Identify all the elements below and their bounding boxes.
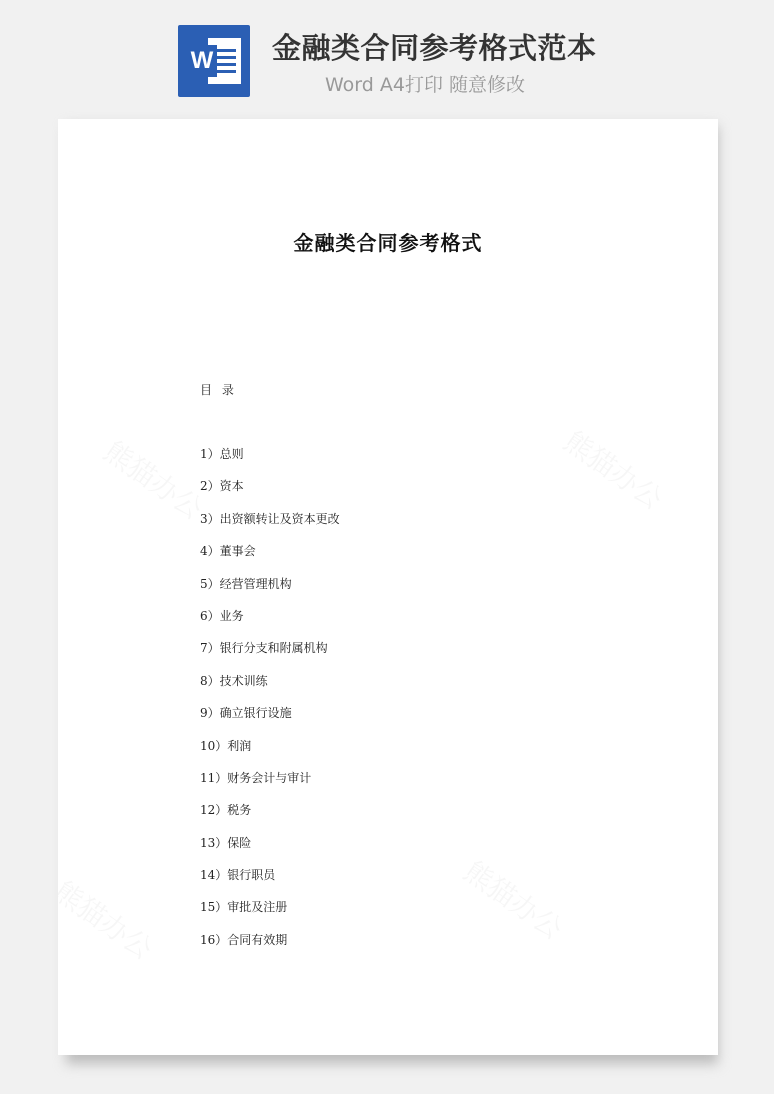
header xyxy=(0,0,774,118)
toc-item: 15）审批及注册 xyxy=(200,900,288,915)
watermark xyxy=(457,850,572,947)
toc-item: 14）银行职员 xyxy=(200,868,276,883)
doc-line xyxy=(214,63,236,66)
toc-item: 8）技术训练 xyxy=(200,673,268,688)
toc-item: 2）资本 xyxy=(200,479,244,494)
toc-item: 7）银行分支和附属机构 xyxy=(200,641,328,656)
header-title: 金融类合同参考格式范本 xyxy=(272,31,597,65)
doc-line xyxy=(214,56,236,59)
toc-item: 9）确立银行设施 xyxy=(200,706,292,721)
toc-item: 4）董事会 xyxy=(200,544,256,559)
word-icon xyxy=(178,25,250,97)
watermark xyxy=(557,420,672,517)
toc-heading: 目 录 xyxy=(200,383,234,397)
toc-item: 1）总则 xyxy=(200,447,244,461)
toc-item: 11）财务会计与审计 xyxy=(200,770,312,785)
word-letter-badge: W xyxy=(187,45,217,77)
watermark xyxy=(58,870,161,967)
watermark xyxy=(97,430,212,527)
toc-item: 6）业务 xyxy=(200,608,244,623)
document-page xyxy=(58,119,718,1055)
toc-item: 5）经营管理机构 xyxy=(200,576,292,591)
toc-item: 13）保险 xyxy=(200,835,252,850)
document-title: 金融类合同参考格式 xyxy=(293,231,483,255)
toc-item: 16）合同有效期 xyxy=(200,932,288,947)
doc-line xyxy=(214,70,236,73)
toc-item: 10）利润 xyxy=(200,738,252,753)
toc-item: 12）税务 xyxy=(200,803,252,818)
toc-list xyxy=(200,444,340,962)
header-subtitle: Word A4打印 随意修改 xyxy=(325,74,526,96)
toc-item: 3）出资额转让及资本更改 xyxy=(200,511,340,526)
doc-line xyxy=(214,49,236,52)
